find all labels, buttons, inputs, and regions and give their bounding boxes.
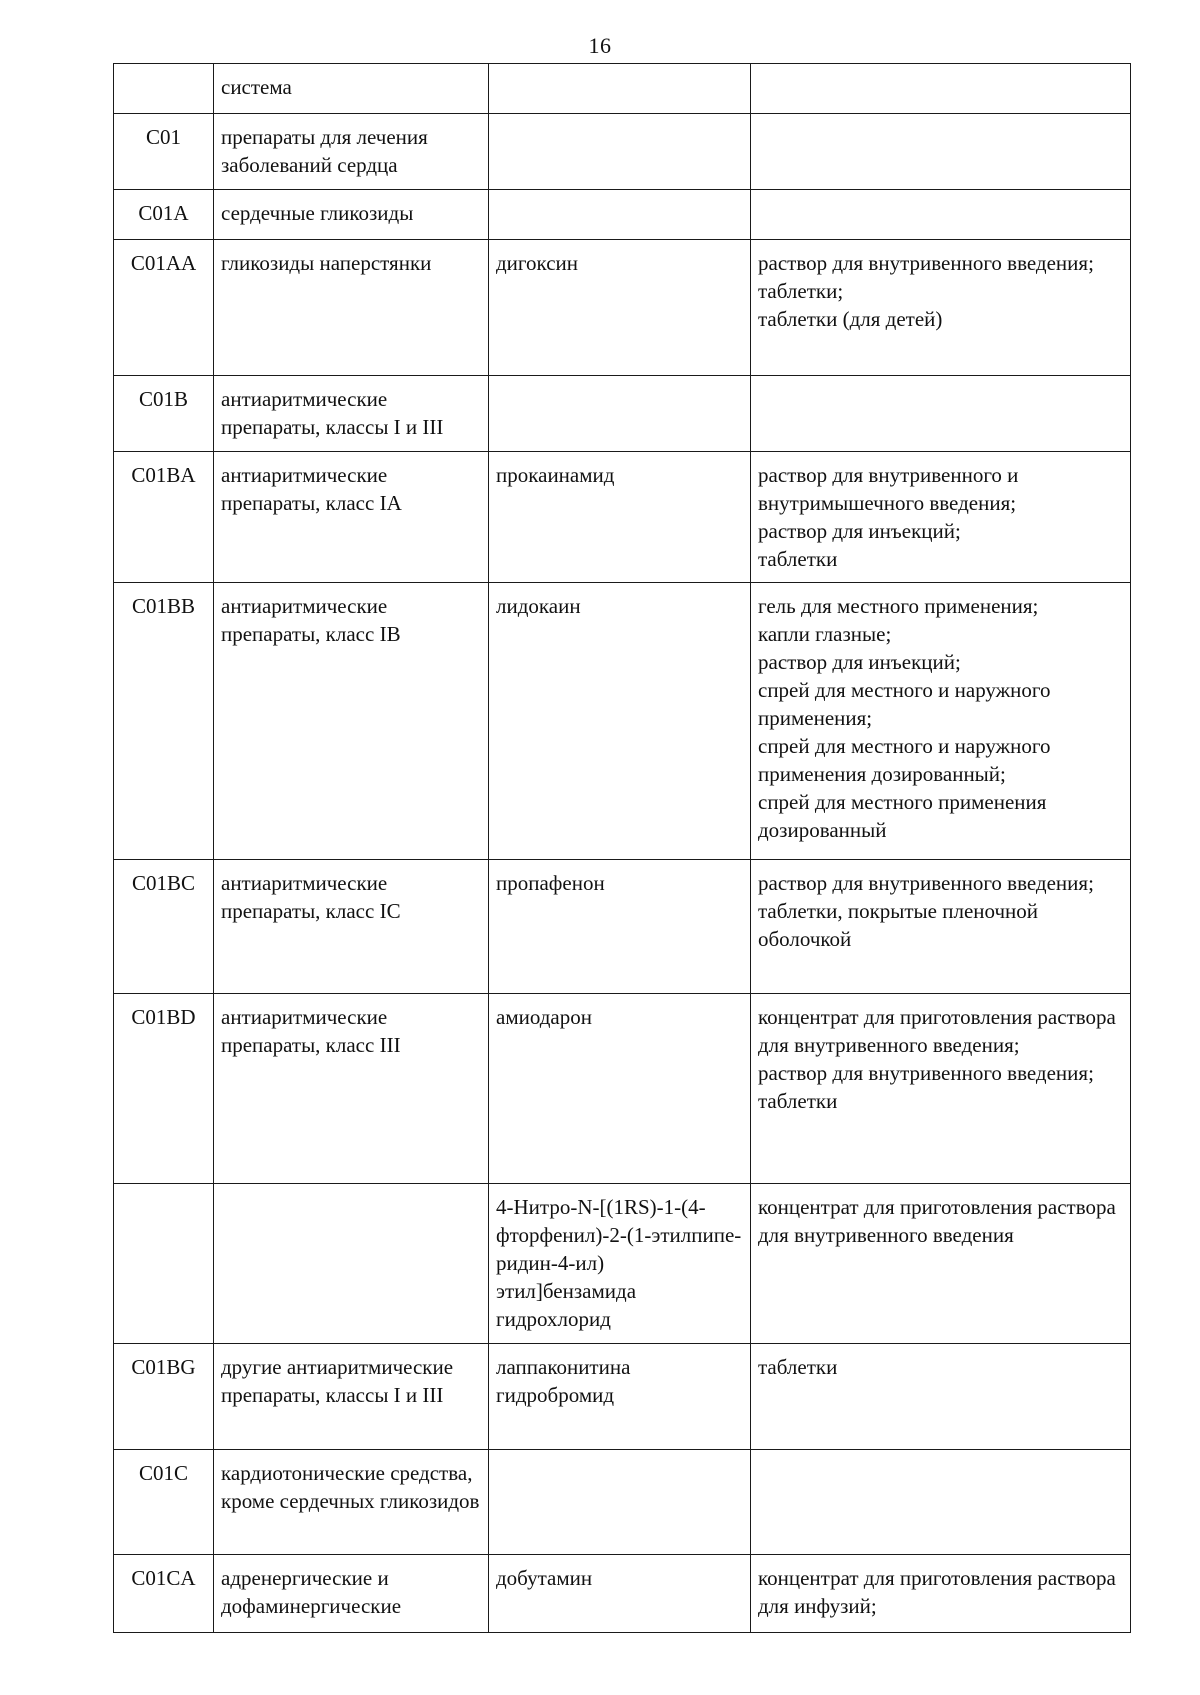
substance-cell	[489, 114, 751, 190]
group-name-cell: сердечные гликозиды	[214, 190, 489, 240]
group-name-cell: система	[214, 64, 489, 114]
table-row	[114, 452, 1131, 583]
group-name-cell: кардиотонические средства, кроме сердечных гликозидов	[214, 1450, 489, 1555]
atc-code-cell	[114, 64, 214, 114]
table-row	[114, 190, 1131, 240]
table-row	[114, 583, 1131, 860]
substance-cell	[489, 64, 751, 114]
table-row	[114, 1450, 1131, 1555]
table-body	[114, 64, 1131, 1633]
dosage-forms-cell	[751, 240, 1131, 376]
group-name-cell	[214, 1184, 489, 1344]
group-name-cell: антиаритмические препараты, класс IC	[214, 860, 489, 994]
atc-code-cell: C01AA	[114, 240, 214, 376]
substance-cell: прокаинамид	[489, 452, 751, 583]
group-name-cell: препараты для лечения заболеваний сердца	[214, 114, 489, 190]
table-row	[114, 240, 1131, 376]
dosage-forms-cell	[751, 114, 1131, 190]
atc-code-cell: C01	[114, 114, 214, 190]
atc-code-cell: C01BA	[114, 452, 214, 583]
dosage-forms-cell	[751, 583, 1131, 860]
table-row	[114, 1184, 1131, 1344]
dosage-form-item: таблетки;	[758, 279, 844, 303]
table-row	[114, 114, 1131, 190]
atc-code-cell: C01C	[114, 1450, 214, 1555]
dosage-form-item: раствор для инъекций;	[758, 519, 961, 543]
dosage-forms-cell	[751, 376, 1131, 452]
group-name-cell: другие антиаритмические препараты, классы I и III	[214, 1344, 489, 1450]
dosage-form-item: таблетки	[758, 1355, 838, 1379]
dosage-form-item: капли глазные;	[758, 622, 892, 646]
table-row	[114, 1555, 1131, 1633]
atc-code-cell: C01A	[114, 190, 214, 240]
dosage-form-item: таблетки	[758, 547, 838, 571]
group-name-cell: антиаритмические препараты, классы I и III	[214, 376, 489, 452]
dosage-form-item: раствор для внутривенного введения;	[758, 871, 1094, 895]
dosage-forms-cell	[751, 64, 1131, 114]
group-name-cell: антиаритмические препараты, класс IA	[214, 452, 489, 583]
dosage-forms-cell	[751, 1450, 1131, 1555]
atc-code-cell: C01BG	[114, 1344, 214, 1450]
dosage-form-item: концентрат для приготовления раствора для внутривенного введения;	[758, 1005, 1116, 1057]
group-name-cell: гликозиды наперстянки	[214, 240, 489, 376]
dosage-forms-cell	[751, 1184, 1131, 1344]
substance-cell: 4-Нитро-N-[(1RS)-1-(4-фторфенил)-2-(1-этилпипе-ридин-4-ил) этил]бензамида гидрохлорид	[489, 1184, 751, 1344]
page-number: 16	[588, 33, 612, 58]
substance-cell: амиодарон	[489, 994, 751, 1184]
substance-cell	[489, 190, 751, 240]
dosage-form-item: раствор для внутривенного введения;	[758, 1061, 1094, 1085]
substance-cell: пропафенон	[489, 860, 751, 994]
table-row	[114, 376, 1131, 452]
group-name-cell: антиаритмические препараты, класс IB	[214, 583, 489, 860]
atc-code-cell: C01B	[114, 376, 214, 452]
substance-cell: лаппаконитина гидробромид	[489, 1344, 751, 1450]
dosage-forms-cell	[751, 860, 1131, 994]
dosage-forms-cell	[751, 1555, 1131, 1633]
substance-cell	[489, 376, 751, 452]
group-name-cell: адренергические и дофаминергические	[214, 1555, 489, 1633]
dosage-form-item: раствор для внутривенного введения;	[758, 251, 1094, 275]
dosage-form-item: концентрат для приготовления раствора для внутривенного введения	[758, 1195, 1116, 1247]
table-row	[114, 994, 1131, 1184]
substance-cell	[489, 1450, 751, 1555]
table-row	[114, 64, 1131, 114]
dosage-forms-cell	[751, 452, 1131, 583]
dosage-form-item: концентрат для приготовления раствора для инфузий;	[758, 1566, 1116, 1618]
substance-cell: дигоксин	[489, 240, 751, 376]
dosage-form-item: таблетки (для детей)	[758, 307, 943, 331]
atc-code-cell: C01BB	[114, 583, 214, 860]
drug-classification-table	[113, 63, 1131, 1633]
dosage-forms-cell	[751, 994, 1131, 1184]
dosage-forms-cell	[751, 190, 1131, 240]
substance-cell: лидокаин	[489, 583, 751, 860]
dosage-form-item: раствор для внутривенного и внутримышечного введения;	[758, 463, 1019, 515]
dosage-form-item: таблетки, покрытые пленочной оболочкой	[758, 899, 1039, 951]
dosage-form-item: спрей для местного применения дозированный	[758, 790, 1047, 842]
atc-code-cell: C01CA	[114, 1555, 214, 1633]
table-row	[114, 1344, 1131, 1450]
table-row	[114, 860, 1131, 994]
dosage-forms-cell	[751, 1344, 1131, 1450]
dosage-form-item: спрей для местного и наружного применения;	[758, 678, 1051, 730]
dosage-form-item: раствор для инъекций;	[758, 650, 961, 674]
atc-code-cell: C01BD	[114, 994, 214, 1184]
dosage-form-item: спрей для местного и наружного применения дозированный;	[758, 734, 1051, 786]
substance-cell: добутамин	[489, 1555, 751, 1633]
dosage-form-item: гель для местного применения;	[758, 594, 1039, 618]
atc-code-cell	[114, 1184, 214, 1344]
atc-code-cell: C01BC	[114, 860, 214, 994]
group-name-cell: антиаритмические препараты, класс III	[214, 994, 489, 1184]
dosage-form-item: таблетки	[758, 1089, 838, 1113]
